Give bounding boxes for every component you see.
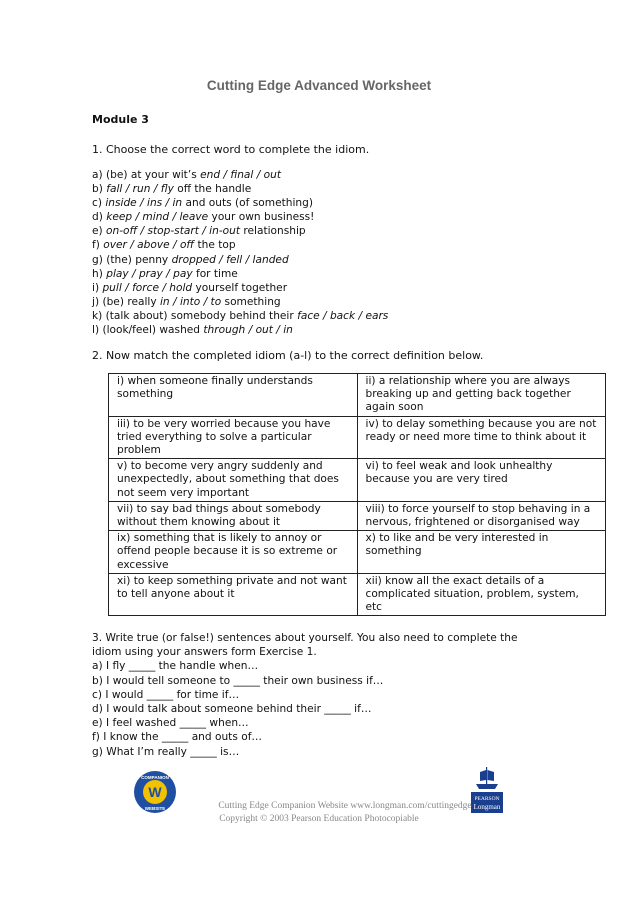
idiom-item: h) play / pray / pay for time bbox=[92, 267, 238, 280]
idiom-item: l) (look/feel) washed through / out / in bbox=[92, 324, 293, 337]
idiom-item: b) fall / run / fly off the handle bbox=[92, 183, 252, 196]
definition-cell: x) to like and be very interested in something bbox=[357, 531, 606, 574]
table-row bbox=[109, 416, 606, 459]
idiom-item: f) over / above / off the top bbox=[92, 239, 236, 252]
question-3-section bbox=[92, 631, 518, 759]
idiom-item: e) on-off / stop-start / in-out relationship bbox=[92, 225, 306, 238]
question-2-prompt: 2. Now match the completed idiom (a-l) to the correct definition below. bbox=[92, 349, 484, 362]
table-row bbox=[109, 573, 606, 616]
sentence-item: f) I know the _____ and outs of… bbox=[92, 731, 263, 744]
question-3-prompt: idiom using your answers form Exercise 1. bbox=[92, 646, 317, 659]
page-footer bbox=[0, 800, 638, 826]
definition-cell: viii) to force yourself to stop behaving in a nervous, frightened or disorganised way bbox=[357, 501, 606, 530]
table-row bbox=[109, 531, 606, 574]
idiom-list bbox=[92, 168, 388, 337]
idiom-item: i) pull / force / hold yourself together bbox=[92, 281, 288, 294]
definition-cell: vi) to feel weak and look unhealthy because you are very tired bbox=[357, 459, 606, 502]
definition-cell: vii) to say bad things about somebody without them knowing about it bbox=[109, 501, 358, 530]
footer-copyright-line: Copyright © 2003 Pearson Education Photocopiable bbox=[219, 814, 419, 824]
sentence-item: c) I would _____ for time if… bbox=[92, 688, 240, 701]
question-1-prompt: 1. Choose the correct word to complete the idiom. bbox=[92, 143, 370, 156]
idiom-item: d) keep / mind / leave your own business! bbox=[92, 211, 315, 224]
definition-cell: xii) know all the exact details of a complicated situation, problem, system, etc bbox=[357, 573, 606, 616]
idiom-item: c) inside / ins / in and outs (of something) bbox=[92, 197, 313, 210]
module-heading: Module 3 bbox=[92, 113, 149, 126]
logo-letter: W bbox=[148, 784, 162, 800]
idiom-item: a) (be) at your wit’s end / final / out bbox=[92, 169, 282, 181]
question-3-prompt: 3. Write true (or false!) sentences about yourself. You also need to complete the bbox=[92, 632, 518, 644]
table-row bbox=[109, 374, 606, 417]
table-row bbox=[109, 459, 606, 502]
table-row bbox=[109, 501, 606, 530]
definition-cell: xi) to keep something private and not want to tell anyone about it bbox=[109, 573, 358, 616]
definition-cell: ii) a relationship where you are always breaking up and getting back together again soon bbox=[357, 374, 606, 417]
logo-top-text: COMPANION bbox=[141, 775, 169, 780]
logo-bottom-text: WEBSITE bbox=[144, 806, 166, 811]
idiom-item: k) (talk about) somebody behind their face / back / ears bbox=[92, 309, 389, 322]
pearson-text: PEARSON bbox=[474, 796, 500, 802]
definition-cell: iii) to be very worried because you have tried everything to solve a particular problem bbox=[109, 416, 358, 459]
definition-cell: iv) to delay something because you are not ready or need more time to think about it bbox=[357, 416, 606, 459]
sentence-item: g) What I’m really _____ is… bbox=[92, 745, 240, 758]
sentence-item: b) I would tell someone to _____ their own business if… bbox=[92, 674, 384, 687]
footer-website-line: Cutting Edge Companion Website www.longman.com/cuttingedge bbox=[218, 801, 472, 811]
sentence-item: d) I would talk about someone behind their _____ if… bbox=[92, 703, 372, 716]
sentence-item: a) I fly _____ the handle when… bbox=[92, 660, 259, 673]
definition-cell: v) to become very angry suddenly and unexpectedly, about something that does not seem very important bbox=[109, 459, 358, 502]
definition-cell: i) when someone finally understands something bbox=[109, 374, 358, 417]
ship-icon bbox=[476, 767, 498, 789]
idiom-item: g) (the) penny dropped / fell / landed bbox=[92, 253, 289, 266]
longman-text: Longman bbox=[473, 803, 501, 811]
idiom-item: j) (be) really in / into / to something bbox=[92, 295, 281, 308]
definition-cell: ix) something that is likely to annoy or offend people because it is so extreme or excessive bbox=[109, 531, 358, 574]
worksheet-title: Cutting Edge Advanced Worksheet bbox=[206, 78, 432, 93]
sentence-item: e) I feel washed _____ when… bbox=[92, 717, 249, 730]
definitions-table bbox=[108, 373, 606, 616]
